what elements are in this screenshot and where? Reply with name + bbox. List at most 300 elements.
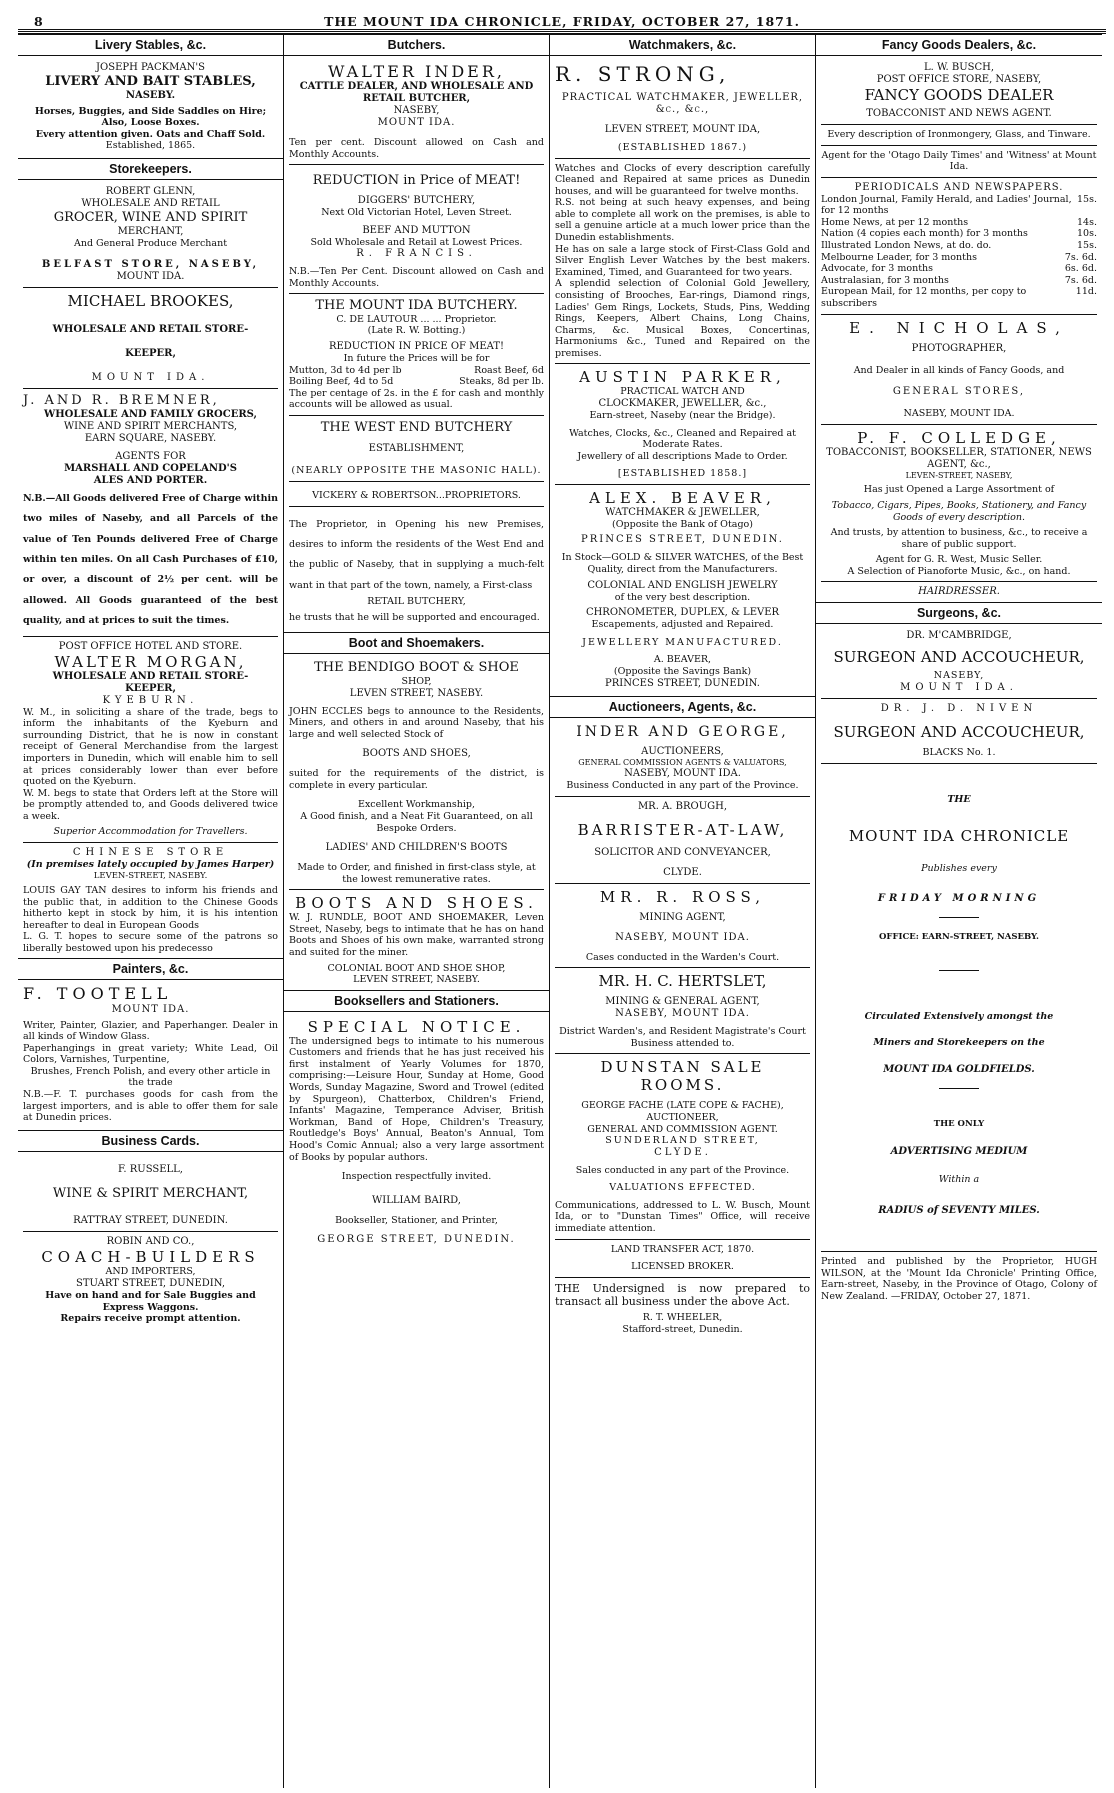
divider — [289, 415, 544, 416]
ad-text: NASEBY. — [125, 89, 176, 101]
ad-text: Sales conducted in any part of the Province. — [575, 1164, 790, 1176]
imprint: Printed and published by the Proprietor, HUGH WILSON, at the 'Mount Ida Chronicle' Printing Office, Earn-street, Naseby, in the Province of Otago, Colony of New Zealand. —FRIDAY, October 27, 1871. — [821, 1256, 1097, 1302]
ad-text: Next Old Victorian Hotel, Leven Street. — [321, 206, 512, 218]
section-heading-livery: Livery Stables, &c. — [18, 34, 283, 56]
ad-text: Agent for the 'Otago Daily Times' and 'Witness' at Mount Ida. — [821, 149, 1097, 173]
ad-text: W. J. RUNDLE, BOOT AND SHOEMAKER, Leven Street, Naseby, begs to intimate that he has on hand Boots and Shoes of his own make, warranted strong and suited for the miner. — [289, 912, 544, 959]
ad-rundle — [289, 894, 544, 985]
ad-text: DR. J. D. NIVEN — [880, 703, 1038, 715]
ad-text: WHOLESALE AND FAMILY GROCERS, — [43, 408, 258, 420]
ad-text: In Stock—GOLD & SILVER WATCHES, of the Best Quality, direct from the Manufacturers. — [561, 552, 804, 576]
ad-text: PRACTICAL WATCHMAKER, JEWELLER, &c., &c., — [561, 92, 804, 115]
ad-text: MERCHANT, — [117, 225, 184, 237]
ad-text: Stafford-street, Dunedin. — [622, 1323, 743, 1335]
ad-title: THE BENDIGO BOOT & SHOE — [314, 660, 519, 676]
ad-text: ROBIN AND CO., — [106, 1236, 195, 1248]
ad-text: LICENSED BROKER. — [631, 1261, 734, 1273]
ad-mount-ida-butchery — [289, 298, 544, 411]
periodical-name: London Journal, Family Herald, and Ladies' Journal, for 12 months — [821, 193, 1072, 217]
ad-text: MOUNT IDA. — [377, 117, 456, 129]
ad-text: WATCHMAKER & JEWELLER, — [605, 506, 760, 518]
ad-text: BEEF AND MUTTON — [362, 224, 471, 236]
ad-text: DR. M'CAMBRIDGE, — [906, 630, 1012, 642]
ad-text: RETAIL BUTCHERY, — [367, 596, 466, 608]
ad-title: E. NICHOLAS, — [849, 318, 1069, 337]
divider — [555, 1277, 810, 1278]
ad-wheeler — [555, 1244, 810, 1336]
section-heading-storekeepers: Storekeepers. — [18, 158, 283, 180]
ad-text: Miners and Storekeepers on the — [873, 1036, 1045, 1048]
ad-text: N.B.—Ten Per Cent. Discount allowed on Cash and Monthly Accounts. — [289, 266, 544, 289]
divider — [821, 698, 1097, 699]
divider — [821, 581, 1097, 582]
ad-text: THE ONLY — [933, 1119, 985, 1130]
ad-text: MOUNT IDA. — [91, 372, 210, 384]
divider — [555, 883, 810, 884]
periodical-name: Home News, at per 12 months — [821, 216, 969, 228]
ad-text: JOSEPH PACKMAN'S — [96, 62, 205, 73]
periodical-row — [821, 275, 1097, 287]
divider — [555, 1053, 810, 1054]
section-heading-painters: Painters, &c. — [18, 958, 283, 980]
price-row — [289, 376, 544, 388]
ad-text: (NEARLY OPPOSITE THE MASONIC HALL). — [291, 465, 542, 477]
ad-text: Watches, Clocks, &c., Cleaned and Repaired at Moderate Rates. — [569, 427, 796, 451]
ad-text: NASEBY, MOUNT IDA. — [624, 768, 741, 780]
column-1 — [18, 34, 283, 1788]
ad-text: W. M. begs to state that Orders left at the Store will be promptly attended to, and Goods delivered twice a week. — [23, 787, 278, 822]
divider — [555, 1239, 810, 1240]
ad-text: Every attention given. Oats and Chaff Sold. — [35, 128, 266, 140]
ad-beaver — [555, 489, 810, 690]
ad-text: A splendid selection of Colonial Gold Jewellery, consisting of Brooches, Ear-rings, Diamond rings, Ladies' Gem Rings, Lockets, Studs, Pins, Wedding Rings, Keepers, Albert Chains, Long Chains, Charms, &c. Musical Boxes, Concertinas, Harmoniums &c., Tuned and Repaired on the premises. — [555, 278, 810, 359]
ad-text: WHOLESALE AND RETAIL — [81, 197, 220, 209]
divider — [939, 917, 979, 918]
ad-text: Watches and Clocks of every description carefully Cleaned and Repaired at same prices as Dunedin houses, and will be guaranteed for twelve months. — [555, 162, 810, 197]
ad-title: MR. R. ROSS, — [599, 887, 766, 906]
ad-inder-butcher — [289, 62, 544, 160]
section-heading-fancy-goods: Fancy Goods Dealers, &c. — [816, 34, 1102, 56]
ad-text: OFFICE: EARN-STREET, NASEBY. — [879, 931, 1039, 942]
ad-text: MOUNT IDA. — [900, 682, 1018, 694]
ad-chronicle — [821, 794, 1097, 1218]
ad-text: District Warden's, and Resident Magistrate's Court Business attended to. — [559, 1026, 806, 1049]
ad-text: COLONIAL AND ENGLISH JEWELRY — [587, 579, 778, 591]
ad-text: Sold Wholesale and Retail at Lowest Prices. — [310, 236, 523, 248]
ad-text: NASEBY, — [933, 670, 985, 682]
ad-title: MOUNT IDA CHRONICLE — [848, 827, 1070, 846]
ad-text: CLOCKMAKER, JEWELLER, &c., — [598, 397, 767, 409]
ad-text: LEVEN STREET, NASEBY. — [349, 687, 484, 699]
ad-text: The per centage of 2s. in the £ for cash and monthly accounts will be allowed as usual. — [289, 387, 544, 411]
ad-title: LIVERY AND BAIT STABLES, — [45, 74, 256, 89]
ad-title: P. F. COLLEDGE, — [857, 428, 1061, 447]
divider — [555, 967, 810, 968]
ad-text: BELFAST STORE, NASEBY, — [41, 259, 260, 271]
divider — [821, 1251, 1097, 1252]
ad-text: LAND TRANSFER ACT, 1870. — [610, 1243, 755, 1255]
divider — [821, 763, 1097, 764]
ad-text: (In premises lately occupied by James Harper) — [26, 858, 275, 870]
ad-text: Cases conducted in the Warden's Court. — [585, 951, 780, 963]
ad-west-end — [289, 420, 544, 628]
ad-text: Agent for G. R. West, Music Seller. — [875, 554, 1043, 566]
ad-text: LADIES' AND CHILDREN'S BOOTS — [325, 842, 508, 854]
ad-morgan — [23, 641, 278, 838]
ad-text: Paperhangings in great variety; White Lead, Oil Colors, Varnishes, Turpentine, — [23, 1042, 278, 1066]
ad-text: MOUNT IDA. — [111, 1003, 190, 1015]
column-3 — [549, 34, 815, 1788]
section-heading-auctioneers: Auctioneers, Agents, &c. — [550, 696, 815, 718]
ad-text: R. FRANCIS. — [356, 248, 477, 260]
divider — [821, 314, 1097, 315]
divider — [555, 158, 810, 159]
periodicals-rows — [821, 194, 1097, 310]
ad-text: KYEBURN. — [102, 694, 199, 706]
ad-text: Repairs receive prompt attention. — [60, 1313, 241, 1325]
ad-text: L. W. BUSCH, — [923, 62, 995, 73]
ad-text: SOLICITOR AND CONVEYANCER, — [594, 846, 771, 858]
ad-title: DUNSTAN SALE ROOMS. — [600, 1058, 765, 1095]
ad-brookes — [23, 292, 278, 384]
ad-gay-tan — [23, 847, 278, 954]
divider — [23, 1231, 278, 1232]
divider — [821, 145, 1097, 146]
ad-text: KEEPER, — [125, 348, 176, 360]
ad-text: SHOP, — [401, 675, 432, 687]
ad-text: The Proprietor, in Opening his new Premises, desires to inform the residents of the West End and the public of Naseby, that in supplying a much-felt want in that part of the town, namely, a First-class — [289, 518, 544, 591]
ad-hertslet — [555, 972, 810, 1049]
ad-text: BOOTS AND SHOES, — [362, 748, 471, 760]
ad-text: [ESTABLISHED 1858.] — [617, 468, 748, 480]
ad-text: (ESTABLISHED 1867.) — [617, 142, 748, 153]
ad-bremner — [23, 393, 278, 632]
section-heading-booksellers: Booksellers and Stationers. — [284, 990, 549, 1012]
ad-text: R. T. WHEELER, — [642, 1312, 723, 1324]
ad-text: GENERAL STORES, — [892, 386, 1026, 398]
ad-text: LEVEN STREET, NASEBY. — [353, 974, 480, 986]
ad-text: LOUIS GAY TAN desires to inform his friends and the public that, in addition to the Chinese Goods hitherto kept in stock by him, it is his intention hereafter to deal in European Goods — [23, 884, 278, 931]
ad-text: ALES AND PORTER. — [93, 474, 208, 486]
ad-text: KEEPER, — [125, 682, 176, 694]
ad-text: W. M., in soliciting a share of the trade, begs to inform the inhabitants of the Kyeburn and surrounding District, that he is now in constant receipt of General Merchandise from the largest importers in Dunedin, which will enable him to sell at prices considerably lower than ever before quoted on the Kyeburn. — [23, 706, 278, 788]
ad-text: POST OFFICE HOTEL AND STORE. — [58, 640, 243, 652]
page-number: 8 — [34, 14, 44, 29]
ad-text: LEVEN STREET, MOUNT IDA, — [604, 124, 761, 135]
ad-text: GEORGE STREET, DUNEDIN. — [317, 1234, 516, 1246]
divider — [555, 796, 810, 797]
ad-text: Bookseller, Stationer, and Printer, — [335, 1214, 498, 1226]
ad-text: WHOLESALE AND RETAIL STORE- — [52, 324, 249, 336]
ad-text: WHOLESALE AND RETAIL STORE- — [52, 670, 249, 682]
ad-nicholas — [821, 319, 1097, 420]
ad-text: PRINCES STREET, DUNEDIN. — [605, 677, 760, 689]
periodical-name: Nation (4 copies each month) for 3 months — [821, 228, 1028, 240]
ad-title: SURGEON AND ACCOUCHEUR, — [833, 723, 1085, 742]
ad-text: And trusts, by attention to business, &c., to receive a share of public support. — [830, 527, 1088, 550]
divider — [939, 1088, 979, 1089]
periodical-name: Melbourne Leader, for 3 months — [821, 251, 977, 263]
periodical-name: Illustrated London News, at do. do. — [821, 240, 992, 252]
ad-dunstan — [555, 1058, 810, 1234]
ad-title: SPECIAL NOTICE. — [307, 1017, 526, 1036]
ad-surgeons — [821, 630, 1097, 758]
divider — [23, 287, 278, 288]
ad-ross — [555, 888, 810, 964]
ad-text: JOHN ECCLES begs to announce to the Residents, Miners, and others in and around Naseby, that his large and well selected Stock of — [289, 705, 544, 740]
periodical-row — [821, 217, 1097, 229]
periodical-price: 11d. — [1075, 286, 1097, 298]
ad-text: COLONIAL BOOT AND SHOE SHOP, — [327, 962, 506, 974]
ad-text: Ten per cent. Discount allowed on Cash and Monthly Accounts. — [289, 137, 544, 160]
ad-title: WALTER MORGAN, — [54, 652, 247, 671]
ad-baird — [289, 1018, 544, 1247]
columns — [18, 33, 1106, 1788]
ad-title: THE WEST END BUTCHERY — [320, 419, 513, 435]
price-steaks: Steaks, 8d per lb. — [459, 376, 544, 388]
periodical-row — [821, 252, 1097, 264]
ad-text: WINE AND SPIRIT MERCHANTS, — [63, 420, 238, 432]
ad-title: GROCER, WINE AND SPIRIT — [53, 209, 248, 225]
ad-text: The undersigned begs to intimate to his numerous Customers and friends that he has just received his first instalment of Yearly Volumes for 1870, comprising:—Leisure Hour, Sunday at Home, Good Words, Sunday Magazine, Sword and Trowel (edited by Spurgeon), Chatterbox, Children's Friend, Infants' Magazine, Temperance Adviser, British Workman, Band of Hope, Children's Treasury, Routledge's Boys' Annual, Beaton's Annual, Tom Hood's Comic Annual; also a very large assortment of Books by popular authors. — [289, 1035, 544, 1163]
ad-title: BARRISTER-AT-LAW, — [577, 820, 788, 839]
ad-title: WALTER INDER, — [328, 62, 505, 81]
price-row — [289, 365, 544, 377]
ad-text: CLYDE. — [654, 1146, 711, 1158]
ad-text: In future the Prices will be for — [343, 353, 490, 364]
ad-text: MR. A. BROUGH, — [637, 800, 728, 812]
ad-title: R. STRONG, — [555, 62, 731, 86]
ad-text: L. G. T. hopes to secure some of the patrons so liberally bestowed upon his predecesso — [23, 931, 278, 954]
ad-title: MICHAEL BROOKES, — [67, 292, 234, 311]
ad-text: MINING & GENERAL AGENT, — [605, 996, 760, 1008]
ad-text: Horses, Buggies, and Side Saddles on Hire; Also, Loose Boxes. — [34, 105, 267, 129]
ad-text: NASEBY, MOUNT IDA. — [615, 931, 750, 943]
ad-russell — [23, 1164, 278, 1228]
column-4 — [815, 34, 1102, 1788]
ad-title: THE MOUNT IDA BUTCHERY. — [315, 298, 518, 314]
ad-title: BOOTS AND SHOES. — [295, 894, 538, 913]
periodical-row — [821, 194, 1097, 217]
price-boiling: Boiling Beef, 4d to 5d — [289, 376, 394, 388]
ad-text: Circulated Extensively amongst the — [864, 1011, 1054, 1023]
ad-title: AUSTIN PARKER, — [579, 368, 786, 387]
ad-text: PRACTICAL WATCH AND — [620, 386, 745, 398]
ad-text: POST OFFICE STORE, NASEBY, — [876, 74, 1042, 85]
periodical-name: Advocate, for 3 months — [821, 263, 934, 275]
divider — [289, 889, 544, 890]
ad-title: ALEX. BEAVER, — [589, 488, 776, 507]
ad-title: INDER AND GEORGE, — [576, 723, 789, 740]
ad-text: MOUNT IDA. — [116, 271, 185, 283]
ad-text: Every description of Ironmongery, Glass, and Tinware. — [827, 129, 1091, 140]
ad-text: Have on hand and for Sale Buggies and Express Waggons. — [45, 1289, 256, 1313]
periodical-row — [821, 228, 1097, 240]
ad-text: NASEBY, — [393, 105, 440, 117]
ad-text: AGENTS FOR — [115, 450, 186, 462]
ad-text: Made to Order, and finished in first-class style, at the lowest remunerative rates. — [297, 862, 536, 885]
ad-text: STUART STREET, DUNEDIN, — [75, 1277, 226, 1289]
ad-text: HAIRDRESSER. — [918, 586, 1000, 598]
periodicals-title: PERIODICALS AND NEWSPAPERS. — [854, 181, 1064, 193]
periodicals-list — [821, 182, 1097, 310]
ad-title: COACH-BUILDERS — [41, 1248, 260, 1267]
ad-text: BLACKS No. 1. — [922, 747, 996, 759]
ad-text: R.S. not being at such heavy expenses, and being able to complete all work on the premises, is able to sell a genuine article at a much lower price than the Dunedin establishments. — [555, 197, 810, 244]
ad-text: Excellent Workmanship, — [358, 799, 475, 811]
ad-text: RATTRAY STREET, DUNEDIN. — [73, 1215, 228, 1227]
ad-text: THE Undersigned is now prepared to transact all business under the above Act. — [555, 1281, 810, 1308]
periodical-price: 7s. 6d. — [1064, 251, 1097, 263]
divider — [555, 363, 810, 364]
ad-text: (Opposite the Savings Bank) — [613, 665, 752, 677]
ad-strong — [555, 62, 810, 359]
section-heading-surgeons: Surgeons, &c. — [816, 602, 1102, 624]
ad-text: And General Produce Merchant — [73, 237, 228, 249]
divider — [23, 636, 278, 637]
ad-title: J. AND R. BREMNER, — [23, 393, 220, 409]
ad-text: A Selection of Pianoforte Music, &c., on hand. — [847, 565, 1071, 577]
ad-text: suited for the requirements of the district, is complete in every particular. — [289, 768, 544, 791]
ad-text: A Good finish, and a Neat Fit Guaranteed, on all Bespoke Orders. — [300, 810, 533, 834]
ad-text: MARSHALL AND COPELAND'S — [64, 462, 237, 474]
ad-busch — [821, 62, 1097, 178]
ad-text: And Dealer in all kinds of Fancy Goods, and — [853, 364, 1065, 376]
ad-text: AND IMPORTERS, — [105, 1266, 196, 1278]
ad-text: Brushes, French Polish, and every other article in the trade — [30, 1065, 271, 1089]
ad-text: CHRONOMETER, DUPLEX, & LEVER — [585, 607, 780, 619]
ad-title: MR. H. C. HERTSLET, — [598, 972, 767, 991]
ad-text: DIGGERS' BUTCHERY, — [357, 194, 476, 206]
ad-robin — [23, 1236, 278, 1324]
ad-packman — [23, 62, 278, 152]
ad-text: Jewellery of all descriptions Made to Order. — [577, 450, 788, 462]
ad-text: NASEBY, MOUNT IDA. — [615, 1008, 750, 1020]
ad-text: FRIDAY MORNING — [877, 892, 1041, 904]
section-heading-watchmakers: Watchmakers, &c. — [550, 34, 815, 56]
periodical-row — [821, 286, 1097, 309]
ad-text: ROBERT GLENN, — [105, 185, 196, 197]
ad-title: CHINESE STORE — [72, 846, 229, 858]
periodical-name: European Mail, for 12 months, per copy to subscribers — [821, 286, 1027, 309]
ad-text: SUNDERLAND STREET, — [605, 1135, 760, 1147]
price-roast: Roast Beef, 6d — [474, 364, 544, 376]
ad-text: MOUNT IDA GOLDFIELDS. — [883, 1064, 1035, 1076]
ad-text: Tobacco, Cigars, Pipes, Books, Stationery, and Fancy Goods of every description. — [831, 500, 1087, 523]
ad-text: He has on sale a large stock of First-Class Gold and Silver English Lever Watches by the best makers. Examined, Timed, and Guaranteed for two years. — [555, 243, 810, 278]
ad-text: (Opposite the Bank of Otago) — [612, 518, 753, 530]
ad-text: ADVERTISING MEDIUM — [890, 1145, 1028, 1157]
ad-text: Publishes every — [921, 863, 997, 875]
ad-text: Has just Opened a Large Assortment of — [863, 484, 1055, 496]
periodical-price: 6s. 6d. — [1064, 263, 1097, 275]
ad-text: (Late R. W. Botting.) — [367, 325, 466, 337]
section-heading-boots: Boot and Shoemakers. — [284, 632, 549, 654]
divider — [821, 124, 1097, 125]
ad-text: GENERAL COMMISSION AGENTS & VALUATORS, — [578, 758, 787, 768]
ad-text: THE — [947, 793, 971, 805]
ad-text: VICKERY & ROBERTSON...PROPRIETORS. — [312, 490, 521, 502]
ad-parker — [555, 368, 810, 479]
price-mutton: Mutton, 3d to 4d per lb — [289, 364, 402, 376]
ad-text: F. RUSSELL, — [118, 1163, 183, 1175]
ad-text: Communications, addressed to L. W. Busch, Mount Ida, or to "Dunstan Times" Office, will receive immediate attention. — [555, 1199, 810, 1234]
ad-text: Earn-street, Naseby (near the Bridge). — [589, 409, 776, 421]
ad-text: of the very best description. — [614, 591, 751, 603]
ad-text: TOBACCONIST, BOOKSELLER, STATIONER, NEWS AGENT, &c., — [826, 446, 1092, 470]
ad-diggers — [289, 173, 544, 289]
divider — [289, 293, 544, 294]
ad-title: REDUCTION in Price of MEAT! — [312, 173, 521, 189]
ad-glenn — [23, 186, 278, 283]
divider — [289, 164, 544, 165]
section-heading-business-cards: Business Cards. — [18, 1130, 283, 1152]
divider — [23, 388, 278, 389]
periodical-price: 15s. — [1077, 193, 1097, 205]
periodical-price: 14s. — [1077, 216, 1097, 228]
ad-bendigo — [289, 660, 544, 885]
ad-text: REDUCTION IN PRICE OF MEAT! — [328, 341, 505, 352]
periodical-row — [821, 240, 1097, 252]
divider — [821, 424, 1097, 425]
ad-text: N.B.—F. T. purchases goods for cash from the largest importers, and is able to offer them for sale at Dunedin prices. — [23, 1089, 278, 1124]
divider — [821, 177, 1097, 178]
divider — [939, 970, 979, 971]
ad-text: CATTLE DEALER, AND WHOLESALE AND RETAIL BUTCHER, — [299, 81, 534, 105]
ad-text: MINING AGENT, — [639, 911, 726, 923]
ad-text: Inspection respectfully invited. — [341, 1171, 492, 1183]
periodical-price: 10s. — [1077, 228, 1097, 240]
section-heading-butchers: Butchers. — [284, 34, 549, 56]
divider — [23, 842, 278, 843]
ad-colledge — [821, 429, 1097, 599]
ad-text: Business Conducted in any part of the Province. — [566, 780, 799, 792]
ad-text: LEVEN-STREET, NASEBY, — [905, 470, 1013, 480]
ad-text: Superior Accommodation for Travellers. — [53, 826, 248, 838]
ad-title: FANCY GOODS DEALER — [864, 86, 1054, 104]
periodical-row — [821, 263, 1097, 275]
ad-tootell — [23, 984, 278, 1123]
periodical-price: 15s. — [1077, 240, 1097, 252]
ad-brough — [555, 801, 810, 879]
ad-text: Established, 1865. — [105, 140, 196, 152]
divider — [555, 484, 810, 485]
ad-text: VALUATIONS EFFECTED. — [609, 1182, 756, 1194]
ad-text: Writer, Painter, Glazier, and Paperhanger. Dealer in all kinds of Window Glass. — [23, 1019, 278, 1043]
ad-text: EARN SQUARE, NASEBY. — [84, 432, 217, 444]
ad-text: JEWELLERY MANUFACTURED. — [582, 636, 783, 648]
ad-text: Escapements, adjusted and Repaired. — [591, 619, 774, 631]
ad-text: NASEBY, MOUNT IDA. — [903, 408, 1015, 420]
ad-inder-george — [555, 724, 810, 792]
ad-text: AUCTIONEERS, — [641, 746, 724, 758]
ad-text: GENERAL AND COMMISSION AGENT. — [587, 1123, 778, 1135]
ad-text: AUCTIONEER, — [646, 1111, 719, 1123]
periodical-name: Australasian, for 3 months — [821, 274, 949, 286]
masthead — [18, 6, 1106, 32]
masthead-title: THE MOUNT IDA CHRONICLE, FRIDAY, OCTOBER 27, 1871. — [324, 14, 800, 29]
ad-text: PHOTOGRAPHER, — [911, 342, 1007, 354]
ad-text: GEORGE FACHE (LATE COPE & FACHE), — [581, 1100, 784, 1112]
ad-text: CLYDE. — [663, 866, 702, 878]
ad-text: Within a — [938, 1173, 980, 1185]
ad-title: F. TOOTELL — [23, 984, 173, 1004]
ad-text: N.B.—All Goods delivered Free of Charge within two miles of Naseby, and all Parcels of the value of Ten Pounds delivered Free of Charge within ten miles. On all Cash Purchases of £10, or over, a discount of 2½ per cent. will be allowed. All Goods guaranteed of the best quality, and at prices to suit the times. — [23, 492, 278, 627]
ad-title: WINE & SPIRIT MERCHANT, — [52, 1185, 249, 1201]
ad-text: PRINCES STREET, DUNEDIN. — [581, 534, 784, 546]
ad-text: C. DE LAUTOUR ... ... Proprietor. — [336, 313, 497, 325]
ad-text: WILLIAM BAIRD, — [372, 1194, 461, 1206]
